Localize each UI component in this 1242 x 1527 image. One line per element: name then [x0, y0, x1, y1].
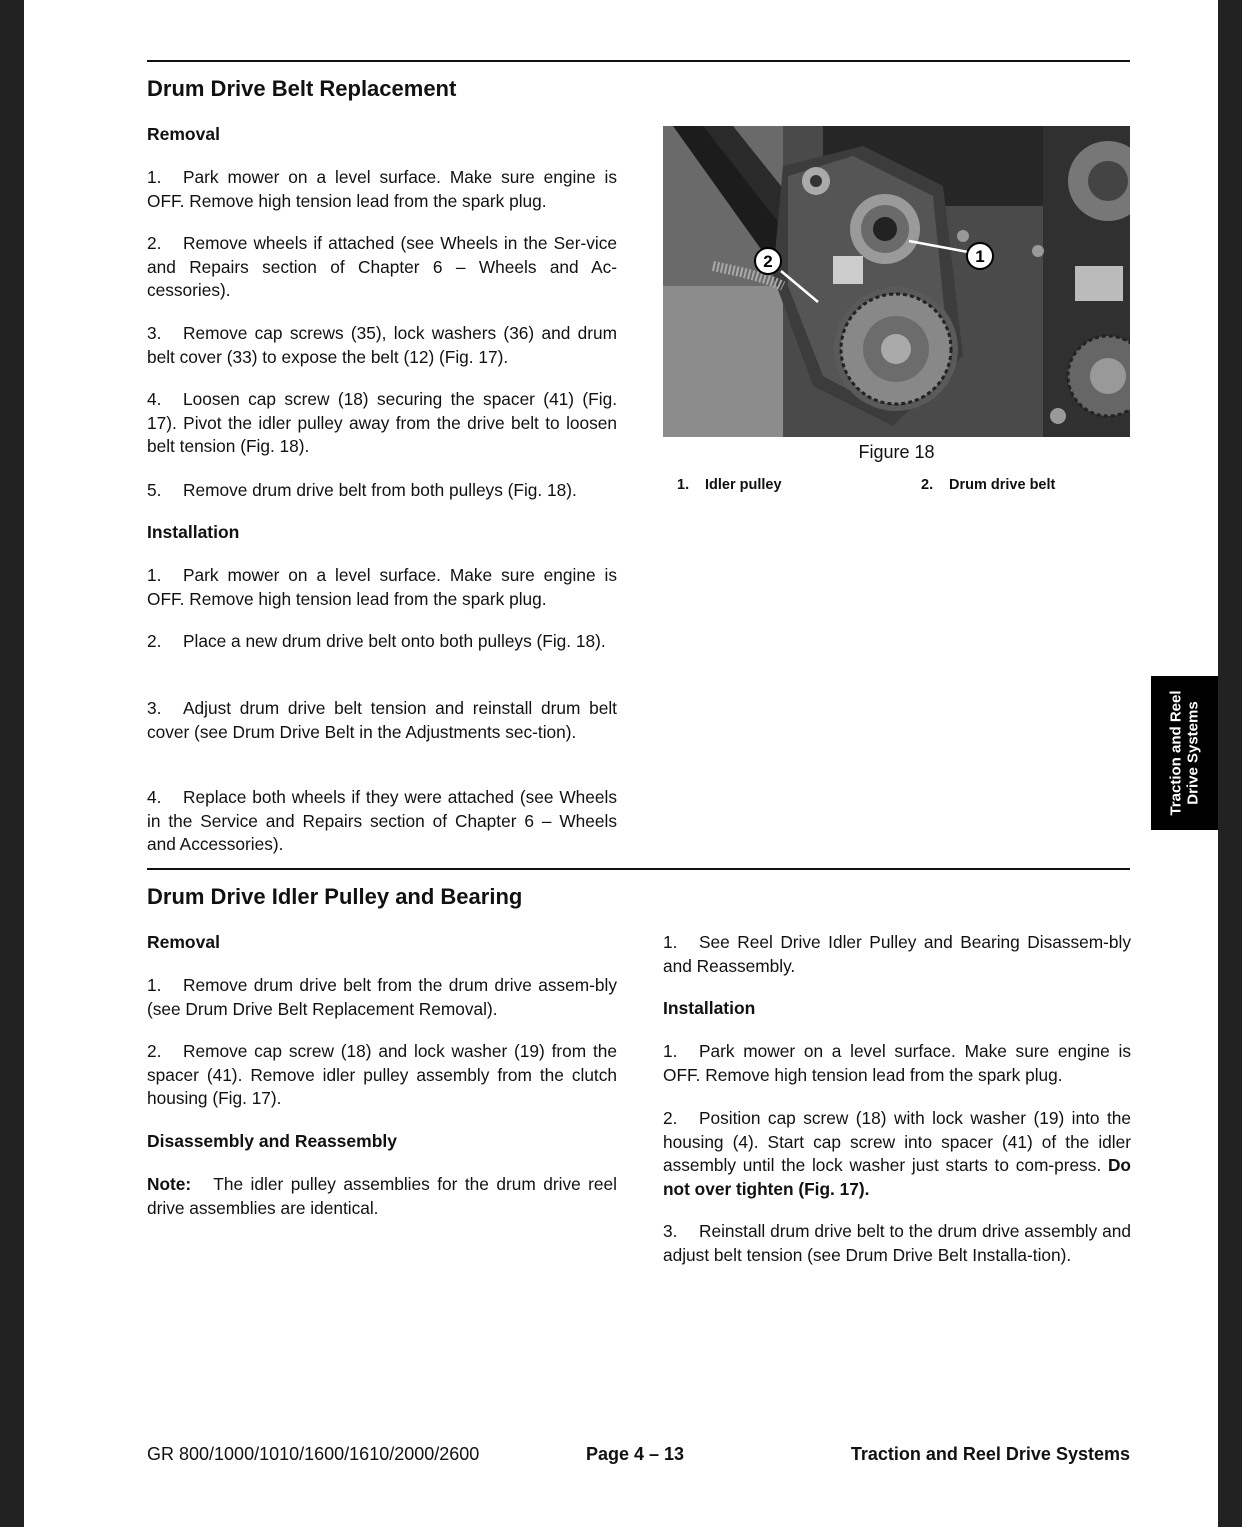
section-title: Drum Drive Belt Replacement: [147, 76, 457, 101]
installation-step: 4. Replace both wheels if they were attached (see Wheels in the Service and Repairs section of Chapter 6 – Wheels and Accessories).: [147, 787, 617, 854]
removal-step: 3. Remove cap screws (35), lock washers (36) and drum belt cover (33) to expose the belt (12) (Fig. 17).: [147, 323, 617, 367]
figure-18-photo: [663, 126, 1130, 437]
section-title: Drum Drive Idler Pulley and Bearing: [147, 884, 523, 909]
footer-section: Traction and Reel Drive Systems: [850, 1444, 1130, 1464]
note: Note: The idler pulley assemblies for the drum drive reel drive assemblies are identical.: [147, 1174, 617, 1218]
figure-legend-item: 2. Drum drive belt: [921, 477, 1056, 493]
side-tab-line-1: Traction and Reel: [1167, 690, 1185, 816]
section-divider: [147, 60, 1130, 62]
drum-drive-photo-illustration: [663, 126, 1130, 437]
figure-caption: Figure 18: [858, 442, 935, 462]
disassembly-heading: Disassembly and Reassembly: [147, 1131, 397, 1151]
removal-step: 1. Park mower on a level surface. Make sure engine is OFF. Remove high tension lead from the spark plug.: [147, 167, 617, 211]
removal-step: 1. Remove drum drive belt from the drum drive assem-bly (see Drum Drive Belt Replacement Removal).: [147, 975, 617, 1019]
chapter-side-tab: [1151, 676, 1218, 830]
footer-models: GR 800/1000/1010/1600/1610/2000/2600: [147, 1444, 480, 1464]
removal-step: 4. Loosen cap screw (18) securing the spacer (41) (Fig. 17). Pivot the idler pulley away from the drive belt to loosen belt tension (Fig. 18).: [147, 389, 617, 456]
figure-legend-item: 1. Idler pulley: [677, 477, 782, 493]
installation-step: 3. Adjust drum drive belt tension and reinstall drum belt cover (see Drum Drive Belt in the Adjustments sec-tion).: [147, 698, 617, 742]
installation-step: 1. Park mower on a level surface. Make sure engine is OFF. Remove high tension lead from the spark plug.: [663, 1041, 1131, 1085]
section-divider: [147, 868, 1130, 870]
callout-2-label: 2: [763, 252, 773, 271]
installation-step: 3. Reinstall drum drive belt to the drum drive assembly and adjust belt tension (see Drum Drive Belt Installa-tion).: [663, 1221, 1131, 1265]
installation-step: 2. Place a new drum drive belt onto both pulleys (Fig. 18).: [147, 631, 606, 651]
callout-1-label: 1: [975, 247, 985, 266]
installation-heading: Installation: [663, 998, 756, 1018]
removal-step: 2. Remove wheels if attached (see Wheels in the Ser-vice and Repairs section of Chapter 6 – Wheels and Ac-cessories).: [147, 233, 617, 300]
removal-heading: Removal: [147, 124, 220, 144]
removal-step: 2. Remove cap screw (18) and lock washer (19) from the spacer (41). Remove idler pulley assembly from the clutch housing (Fig. 17).: [147, 1041, 617, 1108]
removal-step: 5. Remove drum drive belt from both pulleys (Fig. 18).: [147, 480, 577, 500]
removal-heading: Removal: [147, 932, 220, 952]
manual-page: [24, 0, 1218, 1527]
disassembly-step: 1. See Reel Drive Idler Pulley and Bearing Disassem-bly and Reassembly.: [663, 932, 1131, 976]
side-tab-line-2: Drive Systems: [1184, 701, 1202, 805]
installation-step: 2. Position cap screw (18) with lock washer (19) into the housing (4). Start cap screw into spacer (41) of the idler assembly until the lock washer just starts to com-press. Do not over tighten (Fig. 17).: [663, 1108, 1131, 1199]
installation-step: 1. Park mower on a level surface. Make sure engine is OFF. Remove high tension lead from the spark plug.: [147, 565, 617, 609]
footer-page-number: Page 4 – 13: [586, 1444, 685, 1464]
installation-heading: Installation: [147, 522, 240, 542]
